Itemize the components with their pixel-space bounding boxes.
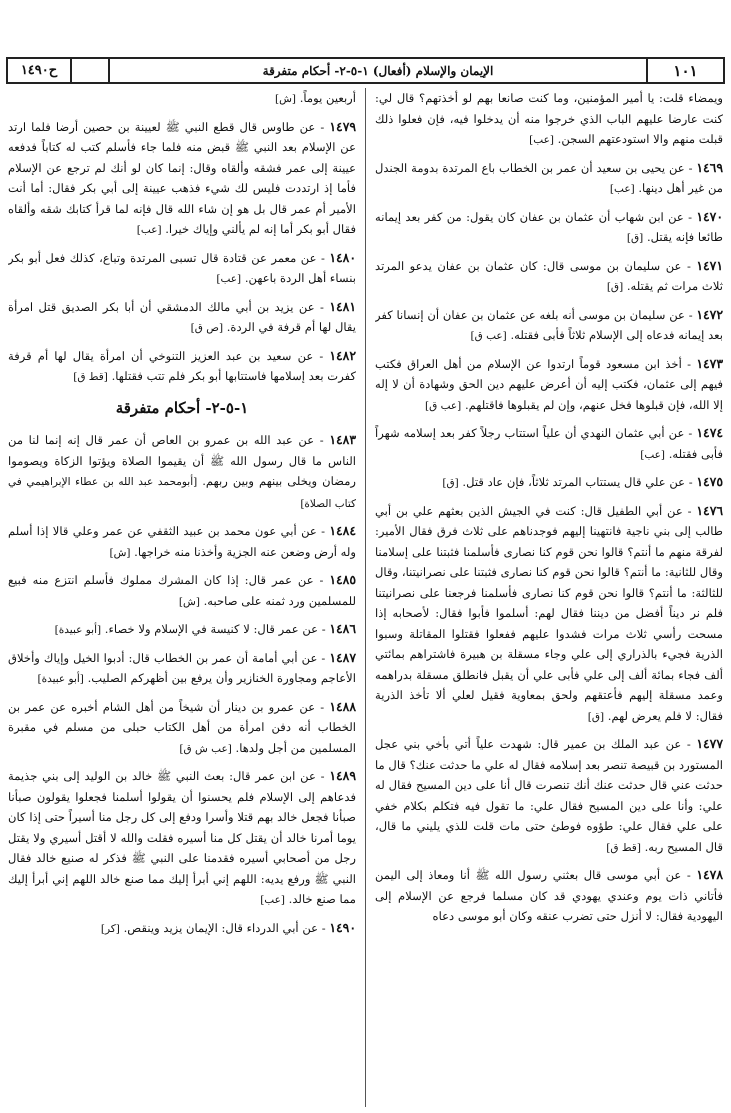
hadith-entry: ١٤٨٦ - عن عمر قال: لا كنيسة في الإسلام ولا خصاء. [أبو عبيدة]	[54, 621, 356, 636]
hadith-text: عن أبي الطفيل قال: كنت في الجيش الذين بعثهم علي بن أبي طالب إلى بني ناجية فانتهينا إليهم فوجدناهم على ثلاث فرق فقال الأمير: لفرقة منهم ما أنتم؟ قالوا نحن قوم كنا نصارى فأسلمنا فثبتنا على إسلامنا وقال للثانية: ما أنتم؟ قالوا نحن قوم كنا نصارى فثبتنا على نصرانيتنا، وقال للثالثة: ما أنتم؟ قالوا نحن قوم كنا نصارى فأسلمنا فرجعنا على نصرانيتنا فلم نر ديناً أفضل من ديننا فقال لهم: أسلموا فأبوا فقال: لأصحابه إذا مسحت رأسي ثلاث مرات فشدوا عليهم ففعلوا فقتلوا المقاتلة وسبوا الذرية فجيء بالذراري إلى علي وجاء مسقلة بن هبيرة فاشتراهم بمائتي ألف فجاء بمائة ألف إلى علي فأبى علي أن يقبل فانطلق مسقلة بدراهمه وعمد مسقلة إليهم فأعتقهم ولحق بمعاوية فقيل لعلي ألا تأخذ الذرية فقال: لا فلم يعرض لهم.	[375, 503, 723, 723]
page-number: ١٠١	[646, 59, 723, 82]
hadith-entry: ١٤٧٩ - عن طاوس قال قطع النبي ﷺ لعيينة بن حصين أرضا فلما ارتد عن الإسلام بعد النبي ﷺ قبض منه فلما جاء فأسلم كتب له كتاباً فدفعه عيينة إلى عمر فشقه وألقاه وقال: إنما كان لو أنك لم ترجع عن الإسلام فأما إذ ارتددت فليس لك شيء فذهب عيينة إلى أبي بكر فقال: أما أنت الأمير أم عمر قال بل هو إن شاء الله قال فإنه لما قرأ كتابك شقه وألقاه فقال أبو بكر أما إنه لم يألني وإياك خيرا. [عب]	[8, 118, 356, 236]
hadith-text: عن أبي عون محمد بن عبيد الثقفي عن عمر وعلي قالا إذا أسلم وله أرض وضعن عنه الجزية وأخذنا منه خراجها.	[8, 524, 356, 559]
source-reference: [عب ش ق]	[179, 742, 232, 755]
hadith-text: عن طاوس قال قطع النبي ﷺ لعيينة بن حصين أرضا فلما ارتد عن الإسلام بعد النبي ﷺ قبض منه فلما جاء فأسلم كتب له كتاباً فدفعه عيينة إلى عمر فشقه وألقاه وقال: إنما كان لو أنك لم ترجع عن الإسلام فأما إذ ارتددت فليس لك شيء فذهب عيينة إلى أبي بكر فقال: أما أنت الأمير أم عمر قال بل هو إن شاء الله قال فإنه لما قرأ كتابك شقه وألقاه فقال أبو بكر أما إنه لم يألني وإياك خيرا.	[8, 119, 356, 236]
hadith-entry: ١٤٧١ - عن سليمان بن موسى قال: كان عثمان بن عفان يدعو المرتد ثلاث مرات ثم يقتله. [ق]	[375, 257, 723, 293]
source-reference: [ق]	[587, 710, 605, 723]
hadith-number: ١٤٧٦	[696, 502, 723, 518]
hadith-entry: ١٤٦٩ - عن يحيى بن سعيد أن عمر بن الخطاب باع المرتدة بدومة الجندل من غير أهل دينها. [عب]	[375, 159, 723, 195]
hadith-number: ١٤٧٤	[696, 425, 723, 440]
hadith-number: ١٤٧٣	[696, 355, 723, 371]
hadith-entry: ١٤٩٠ - عن أبي الدرداء قال: الإيمان يزيد وينقص. [كر]	[100, 919, 356, 935]
hadith-entry: ١٤٨٩ - عن ابن عمر قال: بعث النبي ﷺ خالد بن الوليد إلى بني جذيمة فدعاهم إلى الإسلام فلم يحسنوا أن يقولوا أسلمنا فجعلوا يقولون صبأنا صبأنا فجعل خالد بهم قتلا وأسرا ودفع إلى كل رجل منا أسيراً حتى إذا كان يوما أمرنا خالد أن يقتل كل منا أسيره فقلت والله لا أقتل أسيري ولا يقتل رجل من أصحابي أسيره فقدمنا على النبي ﷺ فذكر له صنيع خالد فقال النبي ﷺ ورفع يديه: اللهم إني أبرأ إليك مما صنع خالد اللهم إني أبرأ إليك مما صنع خالد. [عب]	[8, 768, 356, 906]
hadith-entry: ١٤٧٥ - عن علي قال يستتاب المرتد ثلاثاً، فإن عاد قتل. [ق]	[442, 474, 723, 489]
hadith-number: ١٤٨٣	[329, 432, 356, 447]
source-reference: [عب]	[216, 273, 242, 285]
hadith-number: ١٤٨٦	[329, 621, 356, 636]
page-header	[6, 57, 725, 84]
hadith-number: ١٤٩٠	[329, 919, 356, 935]
hadith-text: عن يحيى بن سعيد أن عمر بن الخطاب باع المرتدة بدومة الجندل من غير أهل دينها.	[375, 160, 723, 195]
hadith-entry: ١٤٧٦ - عن أبي الطفيل قال: كنت في الجيش الذين بعثهم علي بن أبي طالب إلى بني ناجية فانتهينا إليهم فوجدناهم على ثلاث فرق فقال الأمير: لفرقة منهم ما أنتم؟ قالوا نحن قوم كنا نصارى فأسلمنا فثبتنا على إسلامنا وقال للثانية: ما أنتم؟ قالوا نحن قوم كنا نصارى فثبتنا على نصرانيتنا، وقال للثالثة: ما أنتم؟ قالوا نحن قوم كنا نصارى فأسلمنا فرجعنا على نصرانيتنا فلم نر ديناً أفضل من ديننا فقال لهم: أسلموا فأبوا فقال: لأصحابه إذا مسحت رأسي ثلاث مرات فشدوا عليهم ففعلوا فقتلوا المقاتلة وسبوا الذرية فجيء بالذراري إلى علي وجاء مسقلة بن هبيرة فاشتراهم بمائتي ألف فجاء بمائة ألف إلى علي فأبى علي أن يقبل فانطلق مسقلة بدراهمه وعمد مسقلة إليهم فأعتقهم ولحق بمعاوية فقيل لعلي ألا تأخذ الذرية فقال: لا فلم يعرض لهم. [ق]	[375, 502, 723, 723]
hadith-text: عن سعيد بن عبد العزيز التنوخي أن امرأة يقال لها أم قرفة كفرت بعد إسلامها فاستتابها أبو بكر فلم تتب فقتلها.	[8, 348, 356, 383]
left-column	[8, 88, 356, 1106]
hadith-number: ١٤٦٩	[696, 159, 723, 175]
source-reference: [ش]	[275, 93, 297, 105]
hadith-entry: ١٤٧٨ - عن أبي موسى قال بعثني رسول الله ﷺ أنا ومعاذ إلى اليمن فأتاني ذات يوم وعندي يهودي قد كان مسلما فرجع عن الإسلام إلى اليهودية فقال: لا أنزل حتى تضرب عنقه وكان أبو موسى دعاه	[375, 867, 723, 923]
hadith-text: عن يزيد بن أبي مالك الدمشقي أن أبا بكر الصديق قتل امرأة يقال لها أم قرفة في الردة.	[8, 299, 356, 334]
hadith-number: ١٤٧٢	[696, 306, 723, 322]
hadith-number: ١٤٨٧	[329, 649, 356, 665]
column-divider	[365, 88, 366, 1107]
hadith-entry: ١٤٨٤ - عن أبي عون محمد بن عبيد الثقفي عن عمر وعلي قالا إذا أسلم وله أرض وضعن عنه الجزية وأخذنا منه خراجها. [ش]	[8, 523, 356, 559]
hadith-entry: ١٤٧٣ - أخذ ابن مسعود قوماً ارتدوا عن الإسلام من أهل العراق فكتب فيهم إلى عثمان، فكتب إليه أن أعرض عليهم دين الحق وشهادة أن لا إله إلا الله، فإن قبلوها فخل عنهم، وإن لم يقبلوها فاقتلهم. [عب ق]	[375, 355, 723, 412]
source-reference: [أبومحمد عبد الله بن عطاء الإبراهيمي في كتاب الصلاة]	[8, 476, 356, 510]
hadith-text: ويمضاء قلت: يا أمير المؤمنين، وما كنت صانعا بهم لو أخذتهم؟ قال لي: كنت عارضا عليهم الباب الذي خرجوا منه أن يدخلوا فيه، فإن فعلوا ذلك قبلت منهم والا استودعتهم السجن.	[375, 91, 723, 146]
hadith-entry: ١٤٧٤ - عن أبي عثمان النهدي أن علياً استتاب رجلاً كفر بعد إسلامه شهراً فأبى فقتله. [عب]	[375, 425, 723, 461]
source-reference: [عب]	[260, 894, 285, 906]
source-reference: [عب]	[529, 134, 554, 146]
hadith-text: عن أبي عثمان النهدي أن علياً استتاب رجلاً كفر بعد إسلامه شهراً فأبى فقتله.	[375, 426, 723, 461]
hadith-text: أخذ ابن مسعود قوماً ارتدوا عن الإسلام من أهل العراق فكتب فيهم إلى عثمان، فكتب إليه أن أعرض عليهم دين الحق وشهادة أن لا إله إلا الله، فإن قبلوها فخل عنهم، وإن لم يقبلوها فاقتلهم.	[375, 356, 723, 412]
hadith-number: ١٤٨٩	[329, 768, 356, 783]
hadith-text: عن معمر عن قتادة قال تسبى المرتدة وتباع، كذلك فعل أبو بكر بنساء أهل الردة باعهن.	[8, 250, 356, 285]
hadith-text: عن أبي أمامة أن عمر بن الخطاب قال: أدبوا الخيل وإياك وأخلاق الأعاجم ومجاورة الخنازير وأن يرفع بين أظهركم الصليب.	[8, 650, 356, 685]
hadith-entry: ١٤٨٧ - عن أبي أمامة أن عمر بن الخطاب قال: أدبوا الخيل وإياك وأخلاق الأعاجم ومجاورة الخنازير وأن يرفع بين أظهركم الصليب. [أبو عبيدة]	[8, 649, 356, 685]
hadith-text: عن سليمان بن موسى قال: كان عثمان بن عفان يدعو المرتد ثلاث مرات ثم يقتله.	[375, 258, 723, 293]
hadith-text: عن ابن شهاب أن عثمان بن عفان كان يقول: من كفر بعد إيمانه طائعا فإنه يقتل.	[375, 209, 723, 244]
hadith-entry: ١٤٧٧ - عن عبد الملك بن عمير قال: شهدت علياً أتي بأخي بني عجل المستورد بن قبيصة تنصر بعد إسلامه فقال له علي ما حدثت عنك؟ قال ما حدثت عني قال حدثت عنك أنك تنصرت قال أنا على دين المسيح فقال له علي: وأنا على دين المسيح فقال علي: ما تقول فيه فتكلم بكلام خفي على علي فقال علي: طؤوه فوطئ حتى مات قلت للذي يليني ما قال، قال المسيح ربه. [قط ق]	[375, 736, 723, 854]
hadith-number: ١٤٧٧	[696, 736, 723, 751]
source-reference: [أبو عبيدة]	[54, 624, 102, 636]
source-reference: [قط ق]	[73, 371, 108, 383]
hadith-entry	[375, 88, 723, 151]
source-reference: [قط ق]	[606, 841, 641, 854]
hadith-text: عن أبي الدرداء قال: الإيمان يزيد وينقص.	[123, 920, 319, 935]
hadith-text: عن عمر قال: إذا كان المشرك مملوك فأسلم انتزع منه فبيع للمسلمين ورد ثمنه على صاحبه.	[8, 573, 356, 608]
source-reference: [عب]	[640, 448, 666, 461]
hadith-text: عن علي قال يستتاب المرتد ثلاثاً، فإن عاد قتل.	[462, 475, 686, 489]
source-reference: [أبو عبيدة]	[37, 673, 84, 685]
hadith-entry: ١٤٨٥ - عن عمر قال: إذا كان المشرك مملوك فأسلم انتزع منه فبيع للمسلمين ورد ثمنه على صاحبه. [ش]	[8, 572, 356, 608]
hadith-text: عن عبد الملك بن عمير قال: شهدت علياً أتي بأخي بني عجل المستورد بن قبيصة تنصر بعد إسلامه فقال له علي ما حدثت عنك؟ قال ما حدثت عني قال حدثت عنك أنك تنصرت قال أنا على دين المسيح فقال له علي: وأنا على دين المسيح فقال علي: ما تقول فيه فتكلم بكلام خفي على علي فقال علي: طؤوه فوطئ حتى مات قلت للذي يليني ما قال، قال المسيح ربه.	[375, 737, 723, 854]
hadith-entry	[8, 88, 356, 110]
source-reference: [عب ق]	[470, 330, 507, 342]
hadith-text: عن عبد الله بن عمرو بن العاص أن عمر قال إنه إنما لنا من الناس ما قال رسول الله ﷺ أن يقيموا الصلاة ويؤتوا الزكاة ويصوموا رمضان ويخلى بينهم وبين ربهم.	[8, 433, 356, 488]
hadith-number: ١٤٨٥	[329, 572, 356, 587]
source-reference: [ص ق]	[190, 322, 224, 334]
hadith-entry: ١٤٧٠ - عن ابن شهاب أن عثمان بن عفان كان يقول: من كفر بعد إيمانه طائعا فإنه يقتل. [ق]	[375, 208, 723, 244]
hadith-entry: ١٤٨٢ - عن سعيد بن عبد العزيز التنوخي أن امرأة يقال لها أم قرفة كفرت بعد إسلامها فاستتابها أبو بكر فلم تتب فقتلها. [قط ق]	[8, 347, 356, 383]
hadith-text: عن عمرو بن دينار أن شيخاً من أهل الشام أخبره عن عمر بن الخطاب أنه دفن امرأة من أهل الكتاب حبلى من مسلم في مقبرة المسلمين من أجل ولدها.	[8, 699, 356, 755]
hadith-number: ١٤٧٥	[696, 474, 723, 489]
hadith-number: ١٤٨٨	[329, 698, 356, 714]
hadith-number: ١٤٧٨	[696, 867, 723, 882]
hadith-number: ١٤٧٩	[329, 118, 356, 134]
right-column	[375, 88, 723, 1106]
header-empty-cell	[70, 59, 108, 82]
source-reference: [ق]	[442, 477, 459, 489]
hadith-entry: ١٤٨٠ - عن معمر عن قتادة قال تسبى المرتدة وتباع، كذلك فعل أبو بكر بنساء أهل الردة باعهن. [عب]	[8, 249, 356, 285]
hadith-number: ١٤٧١	[696, 257, 723, 273]
hadith-entry: ١٤٨١ - عن يزيد بن أبي مالك الدمشقي أن أبا بكر الصديق قتل امرأة يقال لها أم قرفة في الردة. [ص ق]	[8, 298, 356, 334]
hadith-text: عن أبي موسى قال بعثني رسول الله ﷺ أنا ومعاذ إلى اليمن فأتاني ذات يوم وعندي يهودي قد كان مسلما فرجع عن الإسلام إلى اليهودية فقال: لا أنزل حتى تضرب عنقه وكان أبو موسى دعاه	[375, 868, 723, 923]
hadith-text: عن عمر قال: لا كنيسة في الإسلام ولا خصاء.	[104, 622, 319, 636]
hadith-number: ١٤٨٤	[329, 523, 356, 538]
hadith-text: عن ابن عمر قال: بعث النبي ﷺ خالد بن الوليد إلى بني جذيمة فدعاهم إلى الإسلام فلم يحسنوا أن يقولوا أسلمنا فجعلوا يقولون صبأنا صبأنا فجعل خالد بهم قتلا وأسرا ودفع إلى كل رجل منا أسيراً حتى إذا كان يوما أمرنا خالد أن يقتل كل منا أسيره فقلت والله لا أقتل أسيري ولا يقتل رجل من أصحابي أسيره فقدمنا على النبي ﷺ فذكر له صنيع خالد فقال النبي ﷺ ورفع يديه: اللهم إني أبرأ إليك مما صنع خالد اللهم إني أبرأ إليك مما صنع خالد.	[8, 769, 356, 906]
hadith-entry: ١٤٨٨ - عن عمرو بن دينار أن شيخاً من أهل الشام أخبره عن عمر بن الخطاب أنه دفن امرأة من أهل الكتاب حبلى من مسلم في مقبرة المسلمين من أجل ولدها. [عب ش ق]	[8, 698, 356, 755]
source-reference: [كر]	[100, 922, 120, 935]
hadith-entry: ١٤٧٢ - عن سليمان بن موسى أنه بلغه عن عثمان بن عفان أن إنسانا كفر بعد إيمانه فدعاه إلى الإسلام ثلاثاً فأبى فقتله. [عب ق]	[375, 306, 723, 342]
source-reference: [ش]	[109, 546, 131, 559]
hadith-text: أربعين يوماً.	[299, 91, 356, 105]
hadith-range-code: ح١٤٩٠	[20, 63, 58, 78]
hadith-number: ١٤٨١	[329, 298, 356, 314]
source-reference: [عب ق]	[425, 399, 462, 412]
section-heading: ١-٥-٢- أحكام متفرقة	[115, 398, 249, 417]
source-reference: [عب]	[136, 224, 162, 236]
hadith-text: عن سليمان بن موسى أنه بلغه عن عثمان بن عفان أن إنسانا كفر بعد إيمانه فدعاه إلى الإسلام ثلاثاً فأبى فقتله.	[375, 307, 723, 342]
source-reference: [عب]	[609, 183, 635, 195]
document-page	[6, 0, 725, 1113]
source-reference: [ق]	[606, 281, 624, 293]
hadith-number: ١٤٧٠	[696, 208, 723, 224]
source-reference: [ق]	[626, 232, 644, 244]
hadith-entry: ١٤٨٣ - عن عبد الله بن عمرو بن العاص أن عمر قال إنه إنما لنا من الناس ما قال رسول الله ﷺ أن يقيموا الصلاة ويؤتوا الزكاة ويصوموا رمضان ويخلى بينهم وبين ربهم. [أبومحمد عبد الله بن عطاء الإبراهيمي في كتاب الصلاة]	[8, 432, 356, 510]
source-reference: [ش]	[178, 595, 200, 608]
hadith-number: ١٤٨٠	[329, 249, 356, 265]
hadith-number: ١٤٨٢	[329, 347, 356, 363]
running-title: الإيمان والإسلام (أفعال) ١-٥-٢- أحكام متفرقة	[108, 59, 646, 82]
